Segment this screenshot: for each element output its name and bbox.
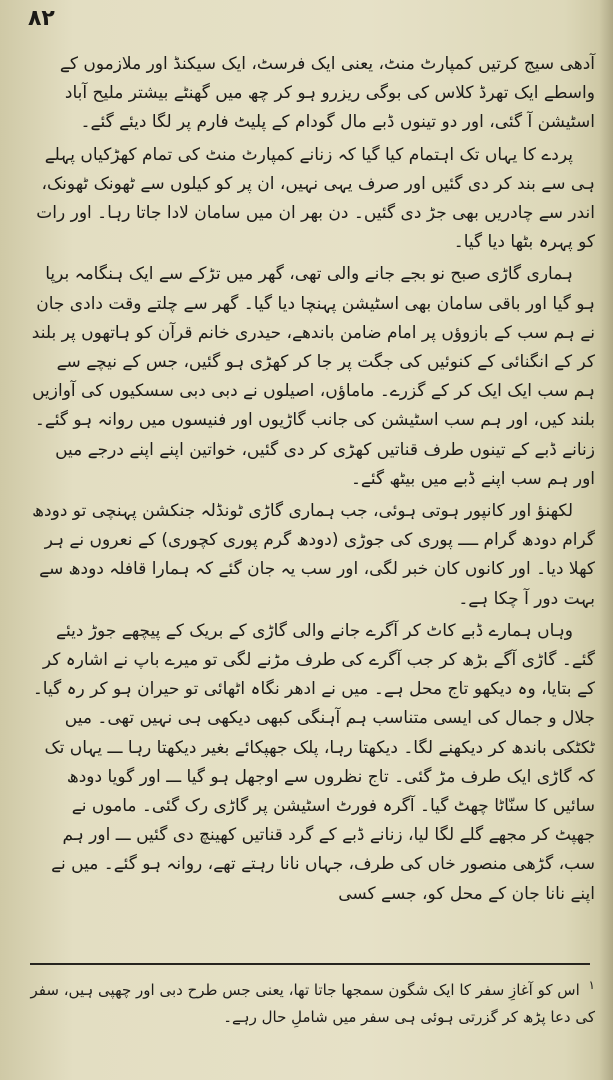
- paragraph-1: آدھی سیج کرتیں کمپارٹ منٹ، یعنی ایک فرسٹ، ایک سیکنڈ اور ملازموں کے واسطے ایک تھرڈ کلاس کی بوگی ریزرو ہو کر چھ میں گھنٹے بیشتر ملیح آباد اسٹیشن آ گئی، اور دو تینوں ڈبے مال گودام کے پلیٹ فارم پر لگا دیئے گئے۔: [59, 54, 595, 133]
- page-number: ۸۲: [28, 6, 55, 31]
- paragraph-4: لکھنؤ اور کانپور ہوتی ہوئی، جب ہماری گاڑی ٹونڈلہ جنکشن پہنچی تو دودھ گرام دودھ گرام ــــ پوری کی جوڑی (دودھ گرم پوری کچوری) کے نعروں نے ہر کھلا دیا۔ اور کانوں کان خبر لگی، اور سب یہ جان گئے کہ ہمارا قافلہ دودھ سے بہت دور آ چکا ہے۔: [32, 501, 595, 609]
- body-text: [30, 50, 595, 912]
- paragraph-2: پردے کا یہاں تک اہتمام کیا گیا کہ زنانے کمپارٹ منٹ کی تمام کھڑکیاں پہلے ہی سے بند کر دی گئیں اور صرف یہی نہیں، ان پر کو کیلوں سے ٹھونک ٹھونک، اندر سے چادریں بھی جڑ دی گئیں۔ دن بھر ان میں سامان لادا جاتا رہا۔ اور رات کو پہرہ بٹھا دیا گیا۔: [36, 144, 595, 253]
- paragraph-5: وہاں ہمارے ڈبے کاٹ کر آگرے جانے والی گاڑی کے بریک کے پیچھے جوڑ دیئے گئے۔ گاڑی آگے بڑھ کر جب آگرے کی طرف مڑنے لگی تو میرے باپ نے اشارہ کر کے بتایا، وہ دیکھو تاج محل ہے۔ میں نے ادھر نگاہ اٹھائی تو حیران ہو کر رہ گیا۔ جلال و جمال کی ایسی متناسب ہم آہنگی کبھی دیکھی ہی نہیں تھی۔ میں ٹکٹکی باندھ کر دیکھنے لگا۔ دیکھتا رہا، پلک جھپکائے بغیر دیکھتا رہا ـــ یہاں تک کہ گاڑی ایک طرف مڑ گئی۔ تاج نظروں سے اوجھل ہو گیا ـــ اور گویا دودھ سائیں کا سنّاٹا چھٹ گیا۔ آگرہ فورٹ اسٹیشن پر گاڑی رک گئی۔ ماموں نے جھپٹ کر مجھے گلے لگا لیا، زنانے ڈبے کے گرد قناتیں کھینچ دی گئیں ـــ اور ہم سب، گڑھی منصور خاں کی طرف، جہاں نانا رہتے تھے، روانہ ہو گئے۔ میں نے اپنے نانا جان کے محل کو، جسے کسی: [32, 620, 595, 904]
- footnote-marker: ۱: [588, 978, 595, 992]
- page-edge-shadow: [599, 0, 613, 1080]
- footnote-divider: [30, 963, 590, 965]
- paragraph-3: ہماری گاڑی صبح نو بجے جانے والی تھی، گھر میں تڑکے سے ایک ہنگامہ برپا ہو گیا اور باقی سامان بھی اسٹیشن پہنچا دیا گیا۔ گھر سے چلتے وقت دادی جان نے ہم سب کے بازوؤں پر امام ضامن باندھے، حیدری خانم قرآن کو ہاتھوں پر بلند کر کے انگنائی کے کنوئیں کی جگت پر جا کر کھڑی ہو گئیں، جس کے نیچے سے ہم سب ایک ایک کر کے گزرے۔ ماماؤں، اصیلوں نے دبی دبی سسکیوں کی آوازیں بلند کیں، اور ہم سب اسٹیشن کی جانب گاڑیوں اور فنیسوں میں روانہ ہو گئے۔ زنانے ڈبے کے تینوں طرف قناتیں کھڑی کر دی گئیں، خواتین اپنے اپنے درجے میں اور ہم سب اپنے ڈبے میں بیٹھ گئے۔: [31, 264, 595, 489]
- footnote: [30, 972, 595, 1031]
- footnote-text: اس کو آغازِ سفر کا ایک شگون سمجھا جاتا تھا، یعنی جس طرح دبی اور چھپی ہیں، سفر کی دعا پڑھ کر گزرتی ہوئی ہی سفر میں شاملِ حال رہے۔: [30, 981, 595, 1026]
